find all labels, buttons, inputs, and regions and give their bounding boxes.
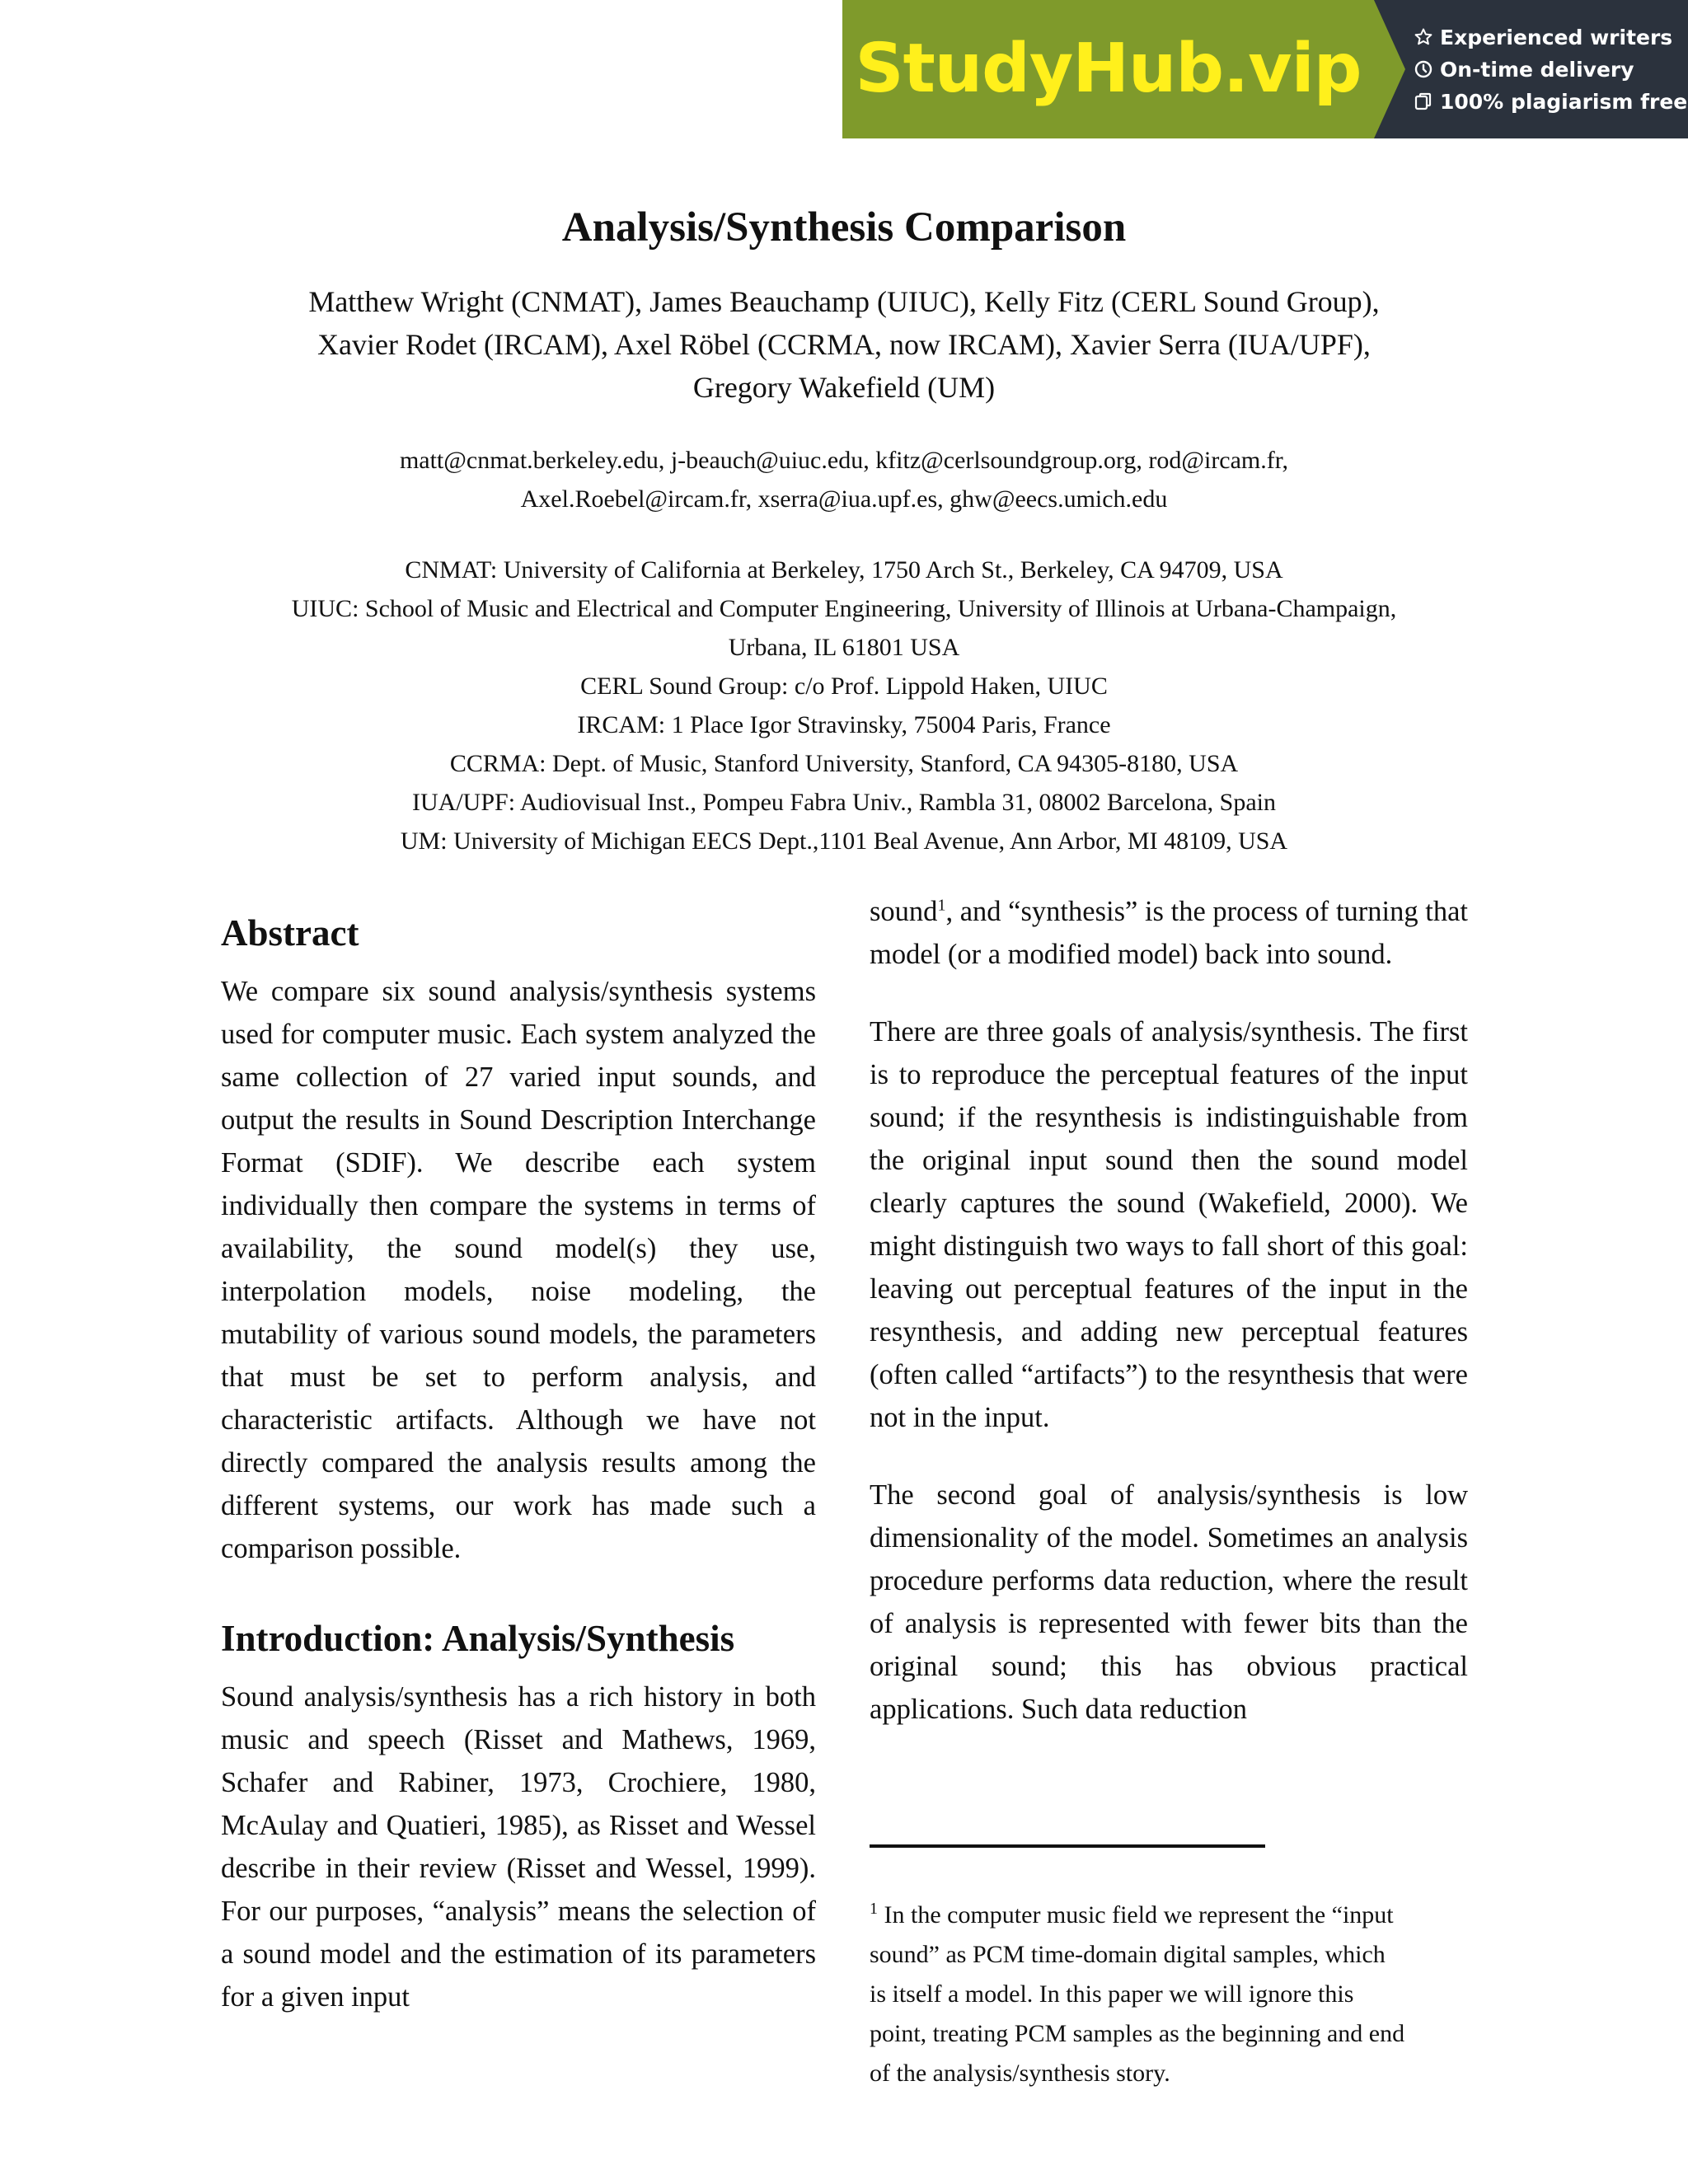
feature-label: On-time delivery <box>1440 57 1634 82</box>
left-column <box>221 911 816 2018</box>
right-column <box>870 890 1468 1731</box>
email-line: Axel.Roebel@ircam.fr, xserra@iua.upf.es, ghw@eecs.umich.edu <box>520 485 1168 513</box>
introduction-text: Sound analysis/synthesis has a rich history in both music and speech (Risset and Mathews, 1969, Schafer and Rabiner, 1973, Crochiere, 1980, McAulay and Quatieri, 1985), as Risset and Wessel describe in their review (Risset and Wessel, 1999). For our purposes, “analysis” means the selection of a sound model and the estimation of its parameters for a given input <box>221 1681 816 2013</box>
footnote-line <box>870 1896 1479 1935</box>
star-icon <box>1414 27 1433 47</box>
affiliation-line: UM: University of Michigan EECS Dept.,1101 Beal Avenue, Ann Arbor, MI 48109, USA <box>400 827 1288 855</box>
footnote-line: point, treating PCM samples as the beginning and end <box>870 2020 1405 2047</box>
copy-icon <box>1414 91 1433 111</box>
feature-item <box>1414 27 1688 48</box>
feature-list <box>1405 0 1688 138</box>
footnote <box>870 1896 1479 2093</box>
email-list <box>0 441 1688 518</box>
paragraph: There are three goals of analysis/synthesis. The first is to reproduce the perceptual features of the input sound; if the resynthesis is indistinguishable from the original input sound then the sound model clearly captures the sound (Wakefield, 2000). We might distinguish two ways to fall short of this goal: leaving out perceptual features of the input in the resynthesis, and adding new perceptual features (often called “artifacts”) to the resynthesis that were not in the input. <box>870 1016 1468 1433</box>
affiliation-line: CERL Sound Group: c/o Prof. Lippold Haken, UIUC <box>580 673 1108 700</box>
feature-label: Experienced writers <box>1440 25 1673 49</box>
paragraph-text: , and “synthesis” is the process of turning that model (or a modified model) back into sound. <box>870 896 1468 970</box>
paragraph-text: sound <box>870 896 938 927</box>
paragraph: The second goal of analysis/synthesis is low dimensionality of the model. Sometimes an analysis procedure performs data reduction, where the result of analysis is represented with fewer bits than the original sound; this has obvious practical applications. Such data reduction <box>870 1479 1468 1725</box>
footnote-line: is itself a model. In this paper we will ignore this <box>870 1980 1354 2008</box>
affiliation-line: Urbana, IL 61801 USA <box>728 634 960 661</box>
affiliation-line: IUA/UPF: Audiovisual Inst., Pompeu Fabra Univ., Rambla 31, 08002 Barcelona, Spain <box>412 789 1276 816</box>
brand-panel <box>842 0 1374 138</box>
footnote-divider <box>870 1844 1265 1848</box>
brand-logo: StudyHub.vip <box>855 30 1362 108</box>
promo-banner[interactable] <box>842 0 1688 138</box>
author-line: Xavier Rodet (IRCAM), Axel Röbel (CCRMA, now IRCAM), Xavier Serra (IUA/UPF), <box>317 328 1371 361</box>
footnote-line: sound” as PCM time-domain digital samples, which <box>870 1941 1386 1968</box>
paragraph <box>870 890 1468 976</box>
author-line: Matthew Wright (CNMAT), James Beauchamp (UIUC), Kelly Fitz (CERL Sound Group), <box>308 285 1380 318</box>
feature-item <box>1414 91 1688 112</box>
author-line: Gregory Wakefield (UM) <box>692 371 996 404</box>
abstract-text: We compare six sound analysis/synthesis systems used for computer music. Each system analyzed the same collection of 27 varied input sounds, and output the results in Sound Description Interchange Format (SDIF). We describe each system individually then compare the systems in terms of availability, the sound model(s) they use, interpolation models, noise modeling, the mutability of various sound models, the parameters that must be set to perform analysis, and characteristic artifacts. Although we have not directly compared the analysis results among the different systems, our work has made such a comparison possible. <box>221 976 816 1564</box>
author-list <box>0 280 1688 409</box>
abstract-heading: Abstract <box>221 912 359 954</box>
affiliation-line: CNMAT: University of California at Berkeley, 1750 Arch St., Berkeley, CA 94709, USA <box>405 556 1283 583</box>
affiliation-line: IRCAM: 1 Place Igor Stravinsky, 75004 Paris, France <box>577 711 1111 738</box>
clock-icon <box>1414 59 1433 79</box>
feature-item <box>1414 59 1688 80</box>
footnote-line: of the analysis/synthesis story. <box>870 2060 1170 2087</box>
paper-title: Analysis/Synthesis Comparison <box>561 204 1127 251</box>
banner-arrow <box>1374 0 1405 138</box>
affiliation-line: CCRMA: Dept. of Music, Stanford University, Stanford, CA 94305-8180, USA <box>449 750 1239 777</box>
footnote-marker[interactable]: 1 <box>937 896 946 915</box>
footnote-number: 1 <box>870 1900 878 1918</box>
affiliation-list <box>0 551 1688 860</box>
affiliation-line: UIUC: School of Music and Electrical and Computer Engineering, University of Illinois at Urbana-Champaign, <box>291 595 1397 622</box>
introduction-heading: Introduction: Analysis/Synthesis <box>221 1618 735 1659</box>
email-line: matt@cnmat.berkeley.edu, j-beauch@uiuc.edu, kfitz@cerlsoundgroup.org, rod@ircam.fr, <box>399 447 1289 474</box>
feature-label: 100% plagiarism free <box>1440 89 1688 114</box>
footnote-text: In the computer music field we represent the “input <box>878 1901 1394 1929</box>
